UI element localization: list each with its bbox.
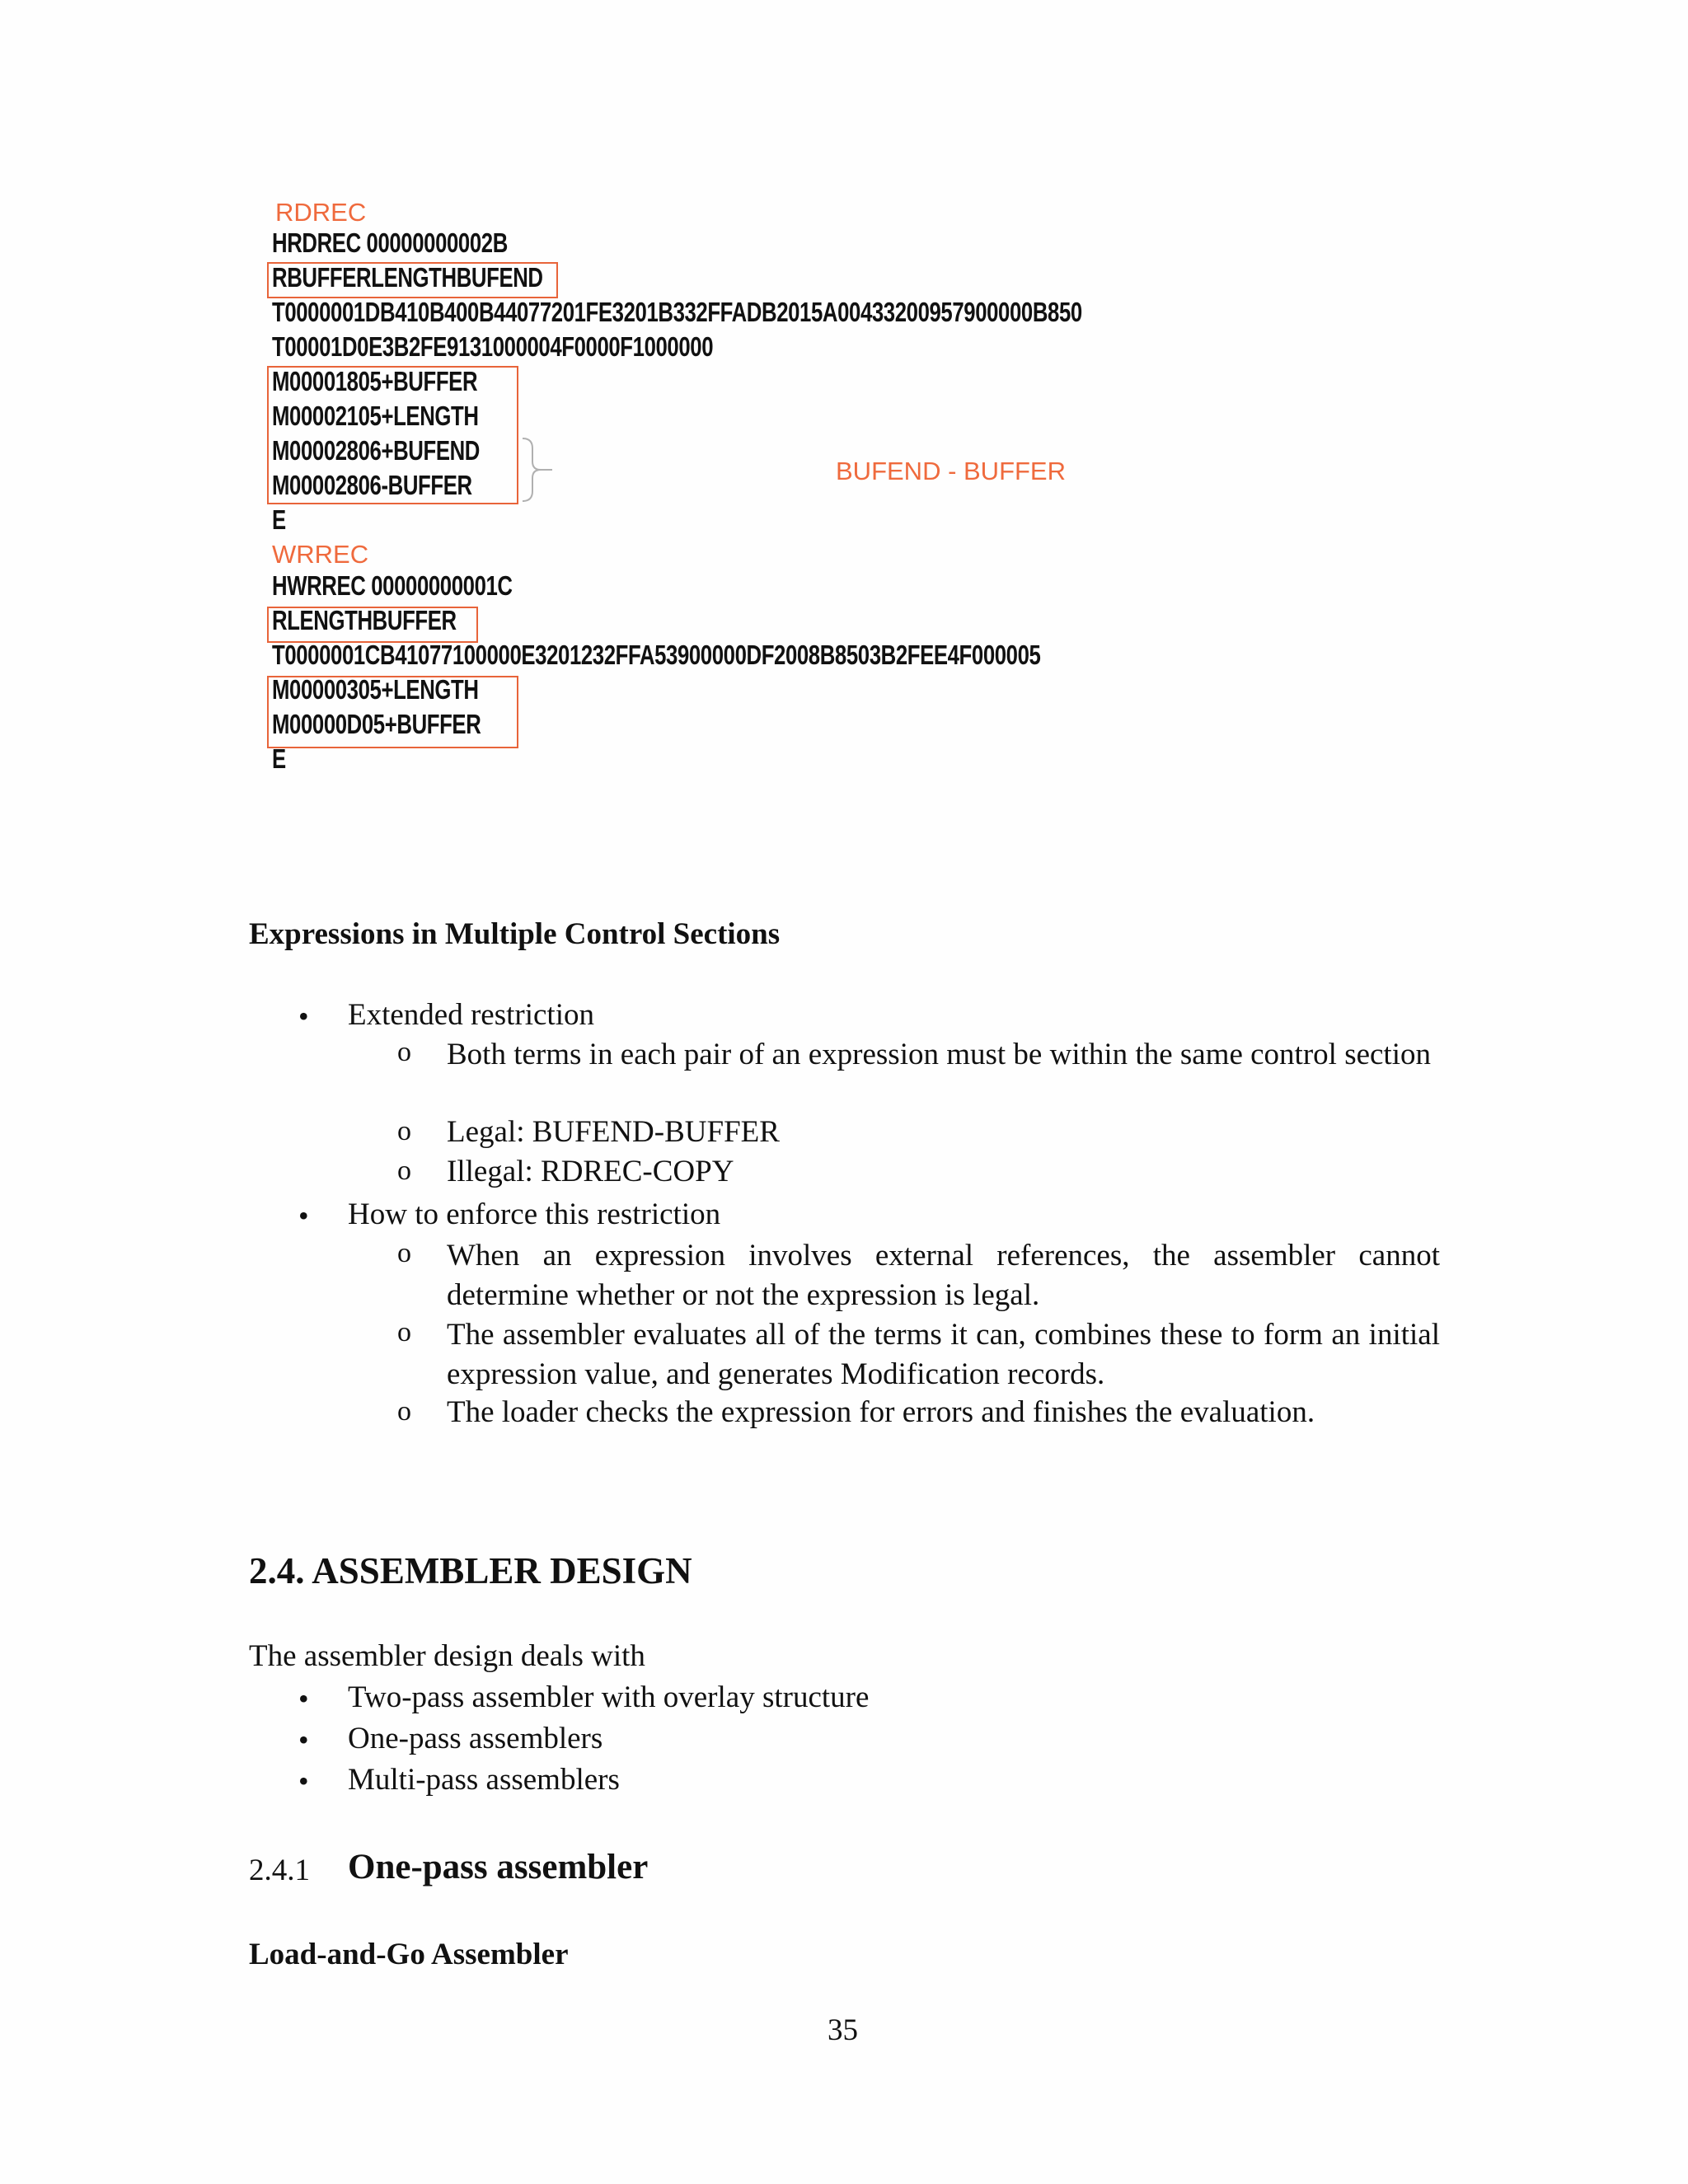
code-line: T0000001CB41077100000E3201232FFA53900000DF2008B8503B2FEE4F000005: [272, 640, 1041, 670]
bullet-enforce-restriction: How to enforce this restriction: [348, 1197, 721, 1231]
load-and-go-heading: Load-and-Go Assembler: [249, 1938, 569, 1971]
sub-item: Illegal: RDREC-COPY: [447, 1155, 734, 1188]
sub-bullet-icon: o: [397, 1116, 411, 1146]
sub-bullet-icon: o: [397, 1037, 411, 1067]
bufend-buffer-annotation: BUFEND - BUFFER: [836, 457, 1066, 485]
list-item: Multi-pass assemblers: [348, 1763, 620, 1797]
design-intro: The assembler design deals with: [249, 1639, 645, 1673]
bullet-icon: •: [298, 1765, 309, 1797]
code-line: M00002806-BUFFER: [272, 470, 472, 500]
brace-icon: [519, 437, 560, 503]
sub-item: The loader checks the expression for errors and finishes the evaluation.: [447, 1395, 1315, 1429]
modification-records-highlight: [267, 366, 518, 504]
code-line: HRDREC 00000000002B: [272, 227, 508, 258]
code-line: RLENGTHBUFFER: [272, 605, 457, 635]
sub-item: Legal: BUFEND-BUFFER: [447, 1115, 780, 1149]
code-line: RBUFFERLENGTHBUFEND: [272, 262, 543, 293]
code-line: T00001D0E3B2FE9131000004F0000F1000000: [272, 331, 714, 362]
sub-item: The assembler evaluates all of the terms it can, combines these to form an initial expression value, and generates Modification records.: [447, 1318, 1440, 1391]
subsection-number: 2.4.1: [249, 1854, 310, 1887]
object-program-figure: [264, 198, 1335, 791]
sub-item: When an expression involves external references, the assembler cannot determine whether or not the expression is legal.: [447, 1239, 1440, 1312]
bullet-icon: •: [298, 1199, 309, 1232]
sub-bullet-icon: o: [397, 1317, 411, 1347]
bullet-icon: •: [298, 1682, 309, 1715]
code-line: M00000D05+BUFFER: [272, 709, 481, 739]
expressions-heading: Expressions in Multiple Control Sections: [249, 917, 781, 951]
code-line: E: [272, 743, 286, 774]
bullet-icon: •: [298, 1723, 309, 1756]
list-item: Two-pass assembler with overlay structure: [348, 1680, 870, 1714]
sub-bullet-icon: o: [397, 1238, 411, 1268]
rdrec-label: RDREC: [275, 198, 367, 227]
wrrec-label: WRREC: [272, 540, 369, 569]
code-line: M00002806+BUFEND: [272, 435, 481, 466]
list-item: One-pass assemblers: [348, 1722, 603, 1755]
bullet-extended-restriction: Extended restriction: [348, 998, 594, 1032]
code-line: M00002105+LENGTH: [272, 401, 479, 431]
refer-record-highlight: [267, 262, 558, 298]
refer-record-highlight: [267, 607, 478, 643]
section-heading: 2.4. ASSEMBLER DESIGN: [249, 1550, 692, 1591]
page-number: 35: [828, 2013, 858, 2047]
bullet-icon: •: [298, 1000, 309, 1033]
code-line: E: [272, 504, 286, 535]
sub-item: Both terms in each pair of an expression must be within the same control section: [447, 1038, 1431, 1071]
code-line: M00001805+BUFFER: [272, 366, 478, 396]
modification-records-highlight: [267, 676, 518, 748]
sub-bullet-icon: o: [397, 1396, 411, 1427]
code-line: HWRREC 00000000001C: [272, 570, 513, 601]
code-line: T0000001DB410B400B44077201FE3201B332FFADB2015A00433200957900000B850: [272, 297, 1082, 327]
sub-bullet-icon: o: [397, 1155, 411, 1186]
subsection-title: One-pass assembler: [348, 1848, 649, 1886]
code-line: M00000305+LENGTH: [272, 674, 479, 705]
